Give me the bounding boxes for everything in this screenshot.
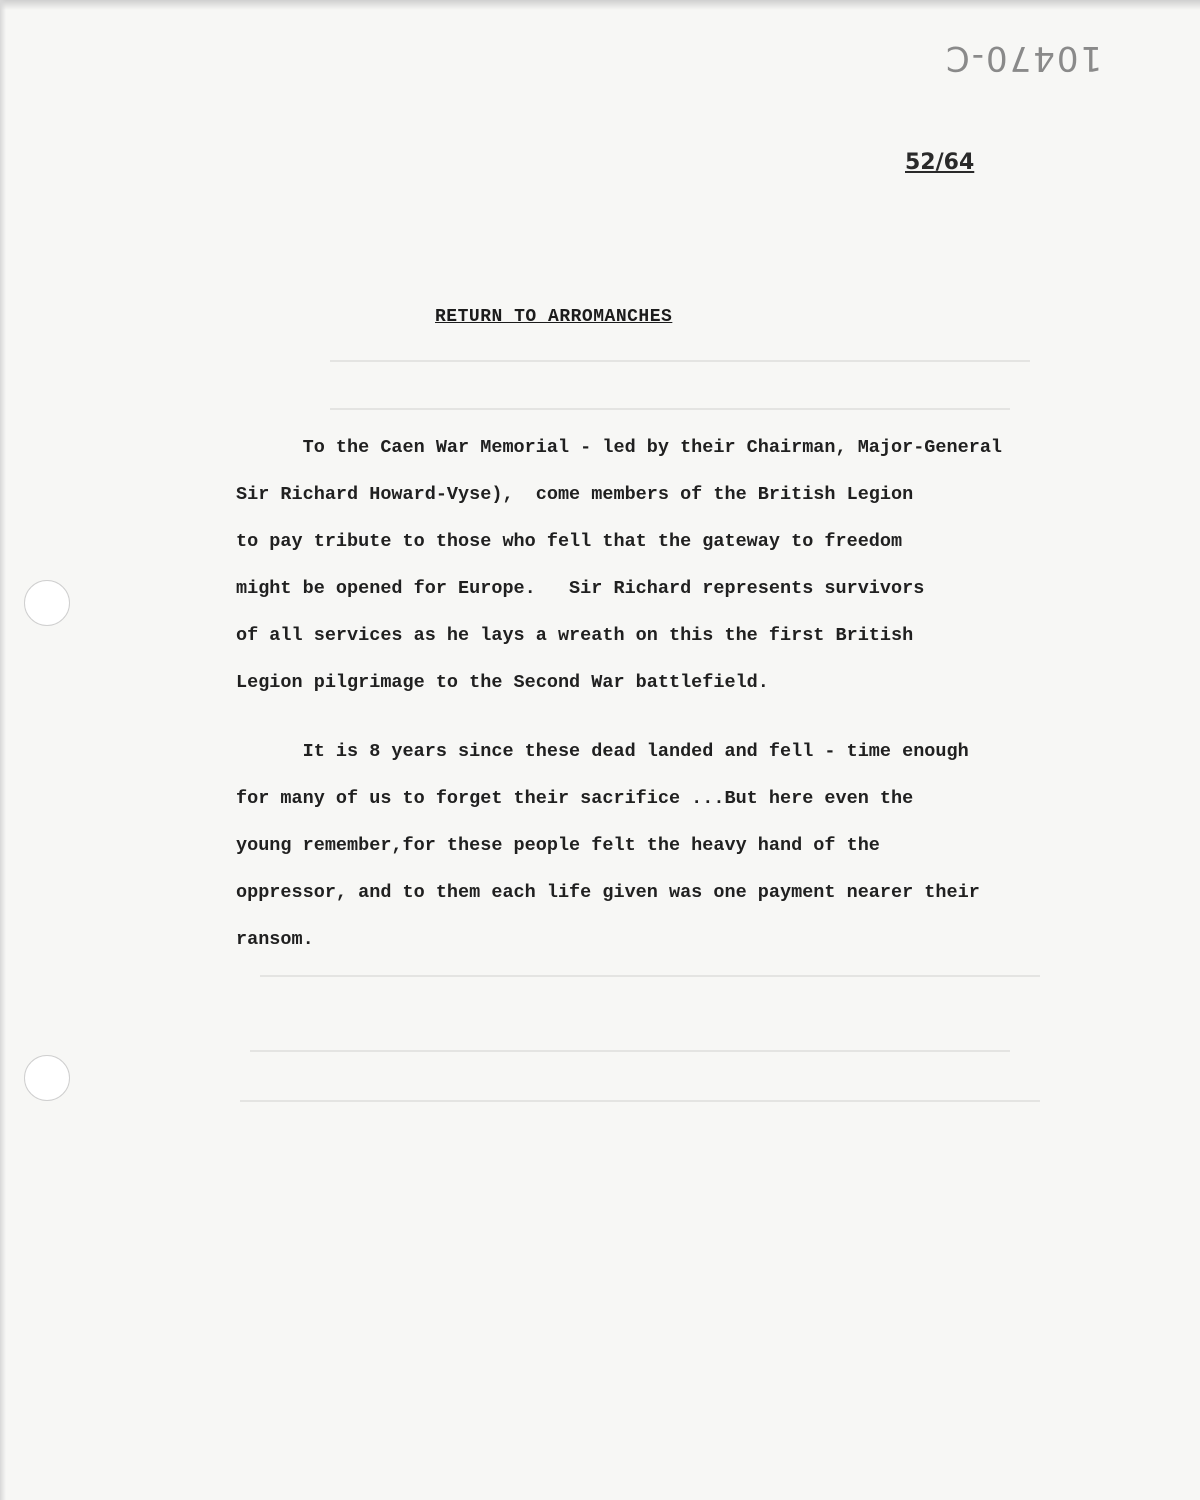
text-line: to pay tribute to those who fell that the gateway to freedom [236, 531, 903, 552]
text-line: Legion pilgrimage to the Second War battlefield. [236, 672, 769, 693]
punch-hole [24, 580, 70, 626]
punch-hole [24, 1055, 70, 1101]
page-reference: 52/64 [905, 150, 975, 175]
paragraph [236, 424, 1116, 706]
bleed-through-mark [260, 975, 1040, 977]
bleed-through-mark [330, 408, 1010, 410]
handwritten-archive-number: 10470-C [943, 38, 1102, 78]
bleed-through-mark [330, 360, 1030, 362]
document-title: RETURN TO ARROMANCHES [435, 307, 673, 327]
text-line: ransom. [236, 929, 314, 950]
paragraph-gap [236, 706, 1116, 728]
text-line: of all services as he lays a wreath on this the first British [236, 625, 914, 646]
bleed-through-mark [240, 1100, 1040, 1102]
text-line: It is 8 years since these dead landed and fell - time enough [236, 741, 969, 762]
text-line: oppressor, and to them each life given was one payment nearer their [236, 882, 980, 903]
bleed-through-mark [250, 1050, 1010, 1052]
text-line: for many of us to forget their sacrifice ...But here even the [236, 788, 914, 809]
scan-left-edge [0, 0, 6, 1500]
scan-edge-shadow [0, 0, 1200, 10]
text-line: To the Caen War Memorial - led by their Chairman, Major-General [236, 437, 1003, 458]
text-line: Sir Richard Howard-Vyse), come members of the British Legion [236, 484, 914, 505]
document-body [236, 424, 1116, 963]
text-line: might be opened for Europe. Sir Richard represents survivors [236, 578, 925, 599]
text-line: young remember,for these people felt the heavy hand of the [236, 835, 880, 856]
paragraph [236, 728, 1116, 963]
